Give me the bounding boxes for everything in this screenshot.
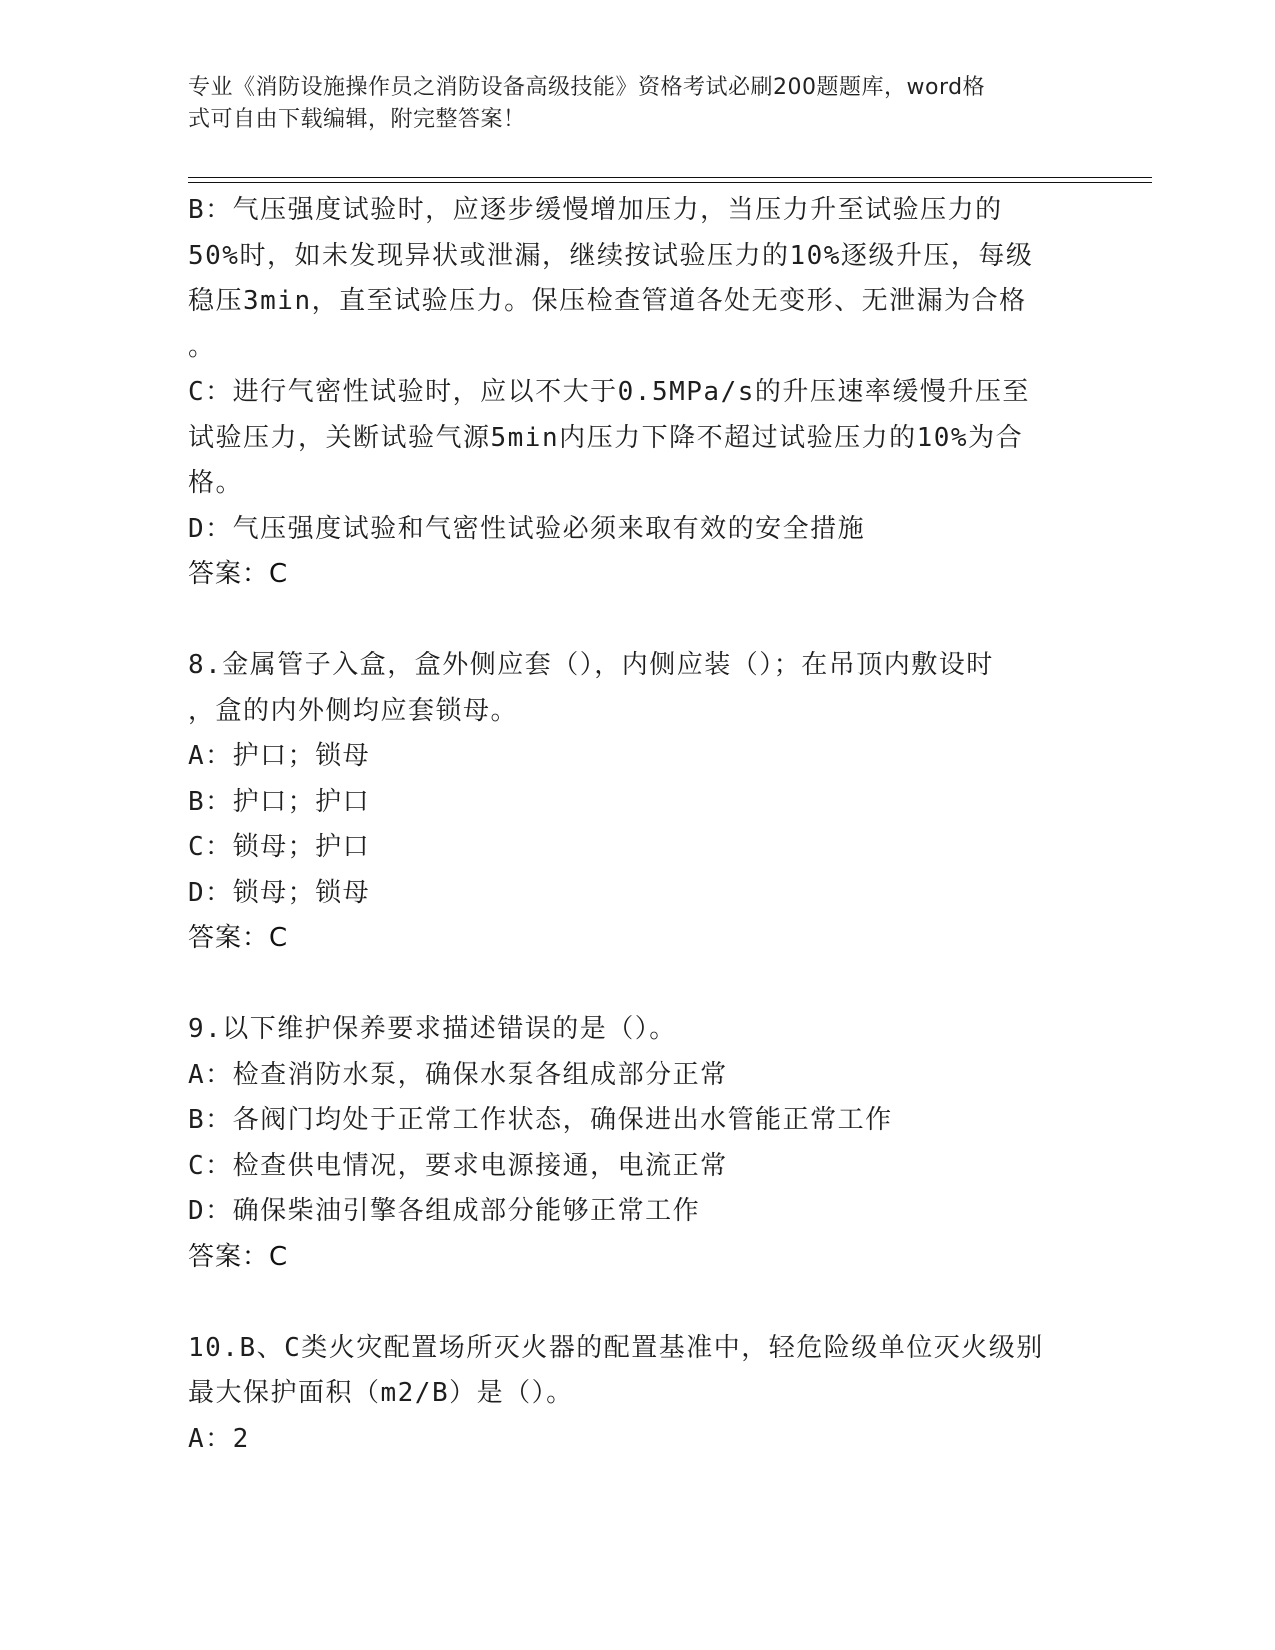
q9-option-d: D：确保柴油引擎各组成部分能够正常工作 bbox=[188, 1196, 701, 1226]
q8-option-a: A：护口；锁母 bbox=[188, 741, 371, 771]
q7-option-c-line-2: 试验压力，关断试验气源5min内压力下降不超过试验压力的10%为合 bbox=[188, 422, 1024, 453]
question-7 bbox=[188, 188, 1088, 598]
question-10 bbox=[188, 1326, 1088, 1463]
q8-option-d: D：锁母；锁母 bbox=[188, 877, 371, 908]
q9-stem: 9.以下维护保养要求描述错误的是（）。 bbox=[188, 1014, 677, 1044]
q7-option-c-line-1: C：进行气密性试验时，应以不大于0.5MPa/s的升压速率缓慢升压至 bbox=[188, 377, 1030, 407]
q10-option-a: A：2 bbox=[188, 1423, 250, 1454]
q7-option-b-line-1: B：气压强度试验时，应逐步缓慢增加压力，当压力升至试验压力的 bbox=[188, 195, 1003, 225]
q8-option-b: B：护口；护口 bbox=[188, 786, 371, 817]
header-divider-top bbox=[188, 177, 1152, 178]
q8-stem-line-1: 8.金属管子入盒，盒外侧应套（），内侧应装（）；在吊顶内敷设时 bbox=[188, 650, 994, 680]
header-line-2: 式可自由下载编辑，附完整答案！ bbox=[188, 107, 526, 132]
spacer bbox=[188, 598, 1088, 644]
q7-option-b-line-3: 稳压3min，直至试验压力。保压检查管道各处无变形、无泄漏为合格 bbox=[188, 286, 1027, 316]
header-line-1: 专业《消防设施操作员之消防设备高级技能》资格考试必刷200题题库，word格 bbox=[188, 75, 986, 100]
q7-answer: 答案：C bbox=[188, 559, 289, 589]
q9-option-b: B：各阀门均处于正常工作状态，确保进出水管能正常工作 bbox=[188, 1105, 893, 1135]
question-8 bbox=[188, 643, 1088, 962]
q9-option-c: C：检查供电情况，要求电源接通，电流正常 bbox=[188, 1150, 728, 1181]
q7-option-c-line-3: 格。 bbox=[188, 468, 244, 498]
q9-option-a: A：检查消防水泵，确保水泵各组成部分正常 bbox=[188, 1059, 728, 1090]
q7-option-b-line-4: 。 bbox=[188, 331, 216, 362]
q10-stem-line-1: 10.B、C类火灾配置场所灭火器的配置基准中，轻危险级单位灭火级别 bbox=[188, 1332, 1044, 1363]
question-content bbox=[188, 188, 1088, 1462]
q10-stem-line-2: 最大保护面积（m2/B）是（）。 bbox=[188, 1378, 574, 1408]
q8-answer: 答案：C bbox=[188, 923, 289, 953]
header-divider-bottom bbox=[188, 182, 1152, 183]
spacer bbox=[188, 962, 1088, 1008]
document-header bbox=[188, 72, 1068, 136]
spacer bbox=[188, 1280, 1088, 1326]
q7-option-d: D：气压强度试验和气密性试验必须来取有效的安全措施 bbox=[188, 513, 866, 544]
q7-option-b-line-2: 50%时，如未发现异状或泄漏，继续按试验压力的10%逐级升压，每级 bbox=[188, 240, 1034, 271]
question-9 bbox=[188, 1007, 1088, 1280]
q9-answer: 答案：C bbox=[188, 1241, 289, 1272]
q8-option-c: C：锁母；护口 bbox=[188, 832, 371, 862]
q8-stem-line-2: ，盒的内外侧均应套锁母。 bbox=[188, 695, 519, 726]
